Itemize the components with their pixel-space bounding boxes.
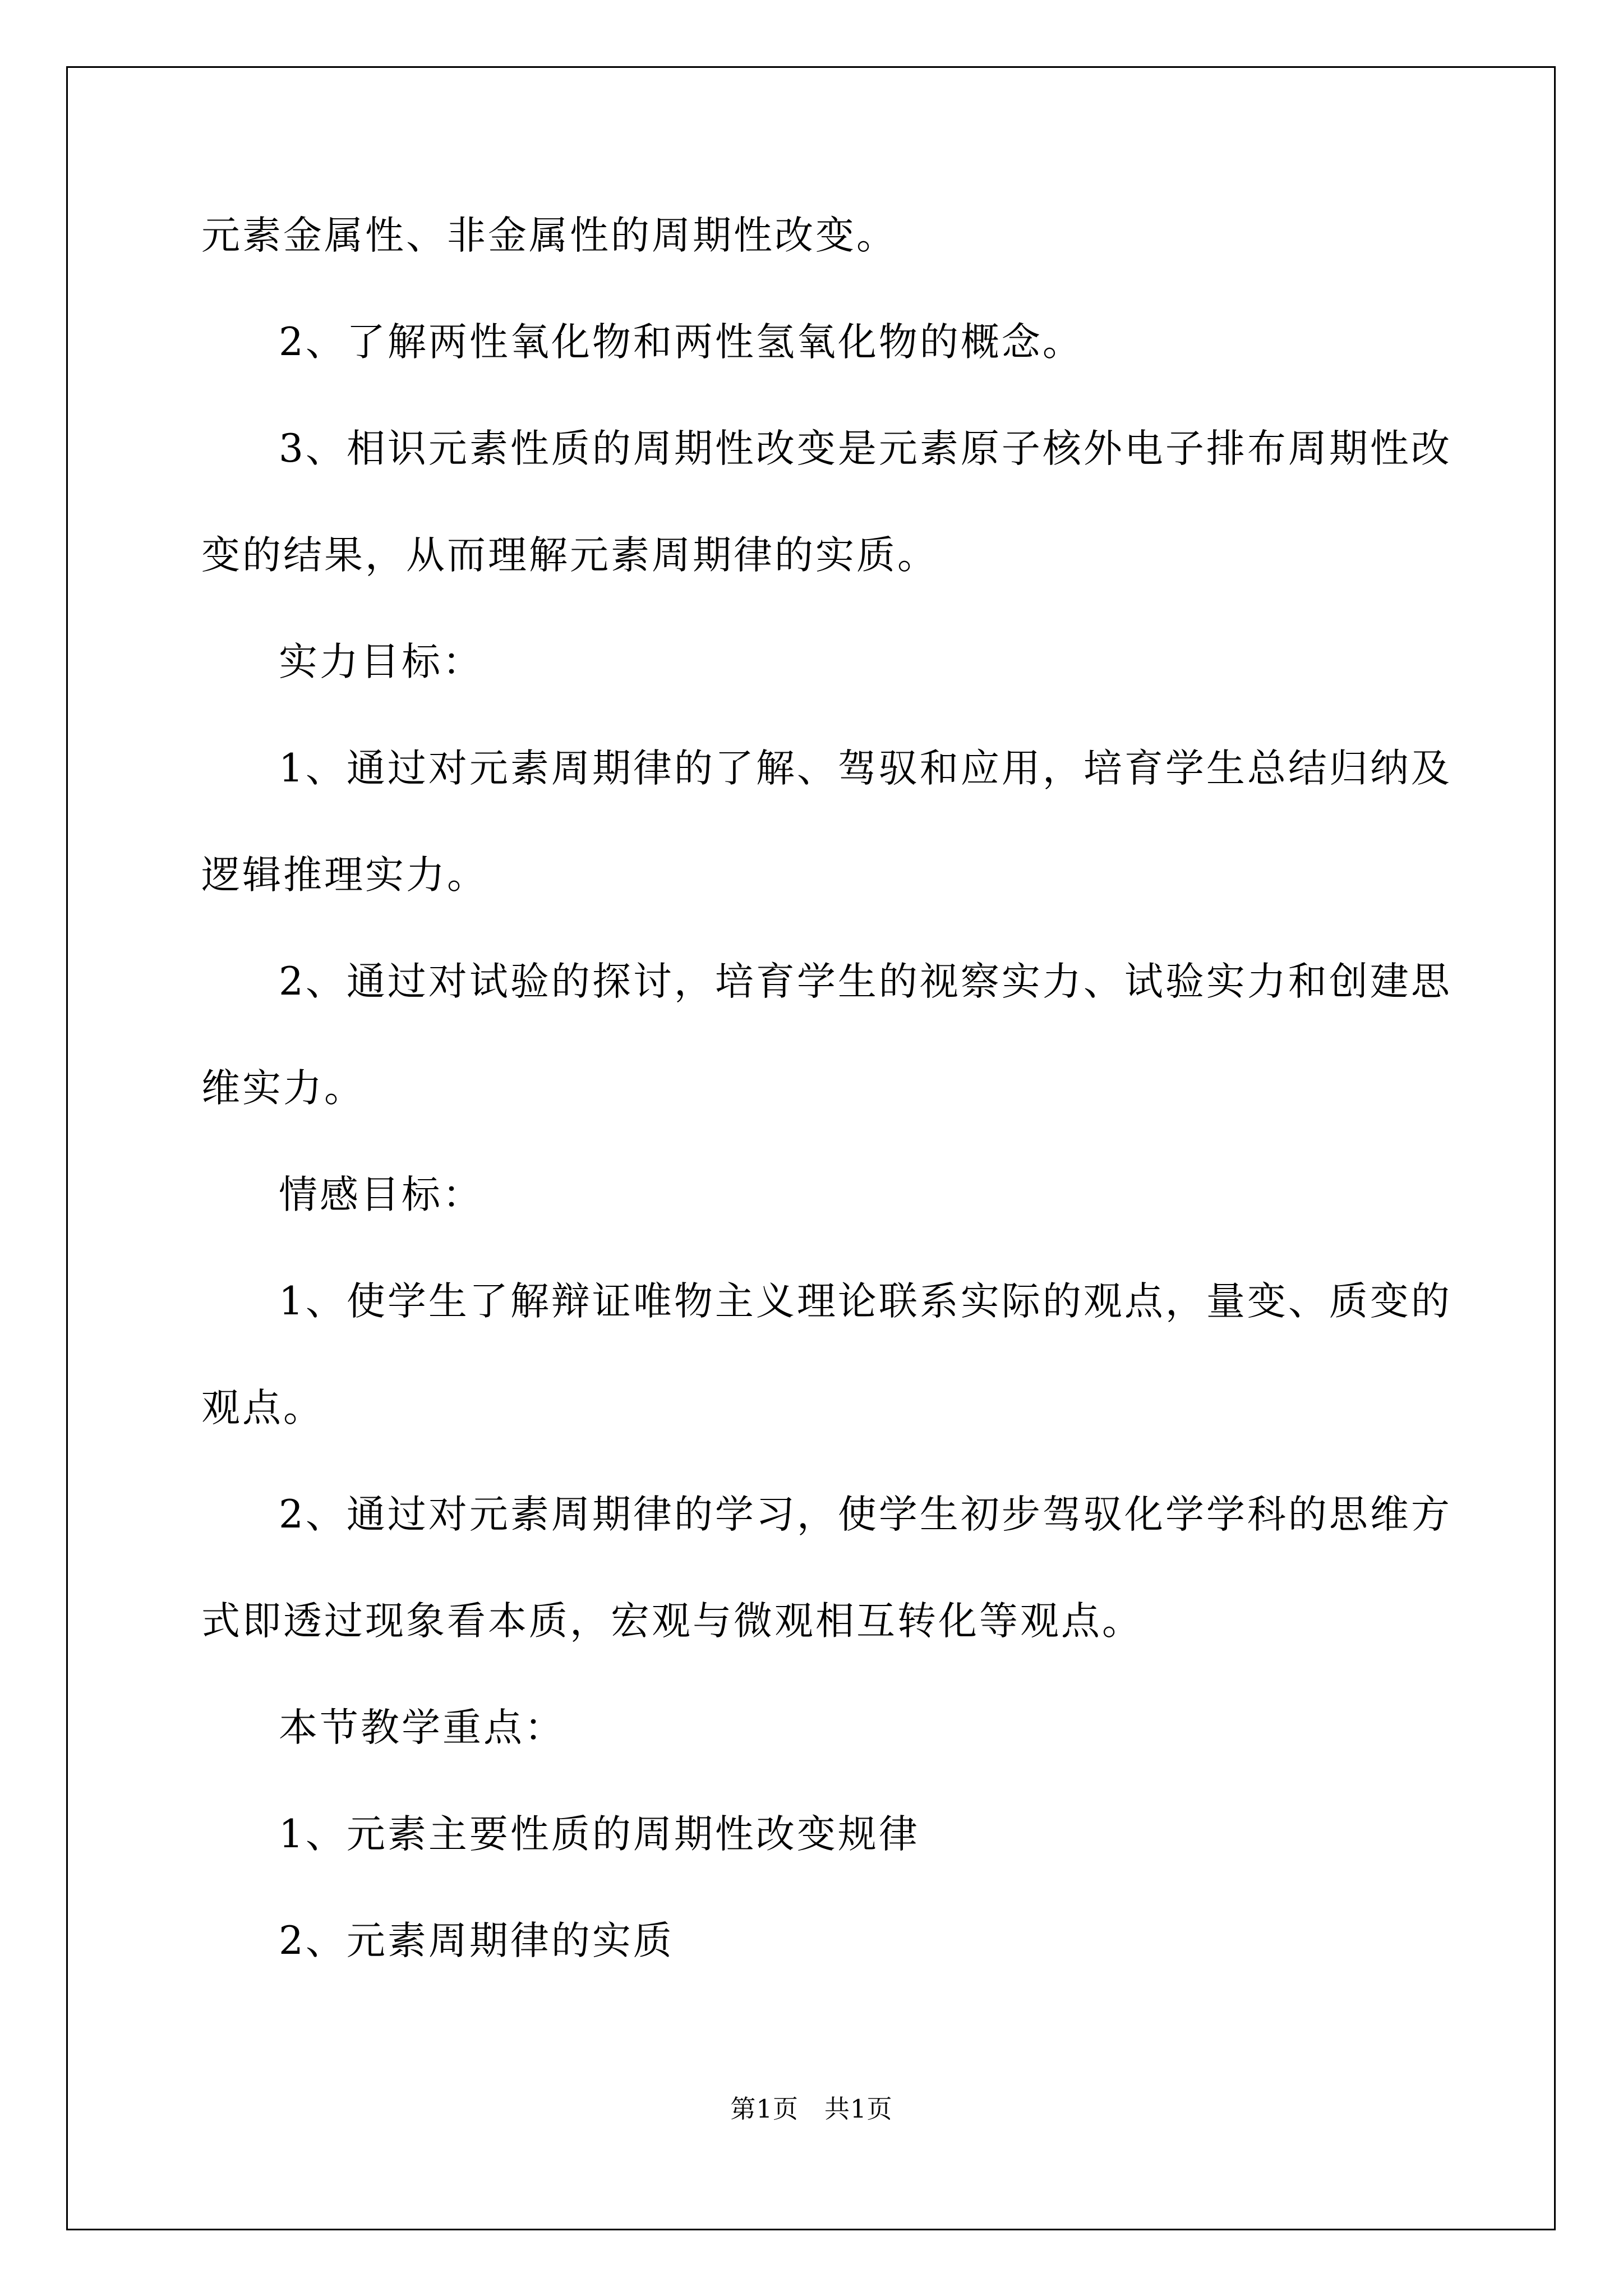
text-line: 2、了解两性氧化物和两性氢氧化物的概念。 [279, 320, 1083, 365]
page-number-footer: 第1页 共1页 [730, 2094, 893, 2124]
page-border [66, 66, 1556, 2230]
text-line: 元素金属性、非金属性的周期性改变。 [201, 213, 897, 258]
text-line: 2、通过对试验的探讨，培育学生的视察实力、试验实力和创建思 [279, 959, 1452, 1004]
text-line: 2、元素周期律的实质 [279, 1918, 674, 1963]
text-line: 式即透过现象看本质，宏观与微观相互转化等观点。 [201, 1599, 1143, 1644]
section-heading: 实力目标： [279, 639, 483, 684]
section-heading: 本节教学重点： [279, 1705, 565, 1750]
text-line: 变的结果，从而理解元素周期律的实质。 [201, 533, 938, 578]
text-line: 维实力。 [201, 1066, 365, 1111]
text-line: 2、通过对元素周期律的学习，使学生初步驾驭化学学科的思维方 [279, 1492, 1452, 1537]
text-line: 1、使学生了解辩证唯物主义理论联系实际的观点，量变、质变的 [279, 1279, 1452, 1324]
text-line: 逻辑推理实力。 [201, 853, 488, 898]
section-heading: 情感目标： [279, 1172, 483, 1217]
text-line: 1、通过对元素周期律的了解、驾驭和应用，培育学生总结归纳及 [279, 746, 1452, 791]
text-line: 观点。 [201, 1386, 324, 1430]
text-line: 1、元素主要性质的周期性改变规律 [279, 1812, 920, 1857]
text-line: 3、相识元素性质的周期性改变是元素原子核外电子排布周期性改 [279, 426, 1452, 471]
